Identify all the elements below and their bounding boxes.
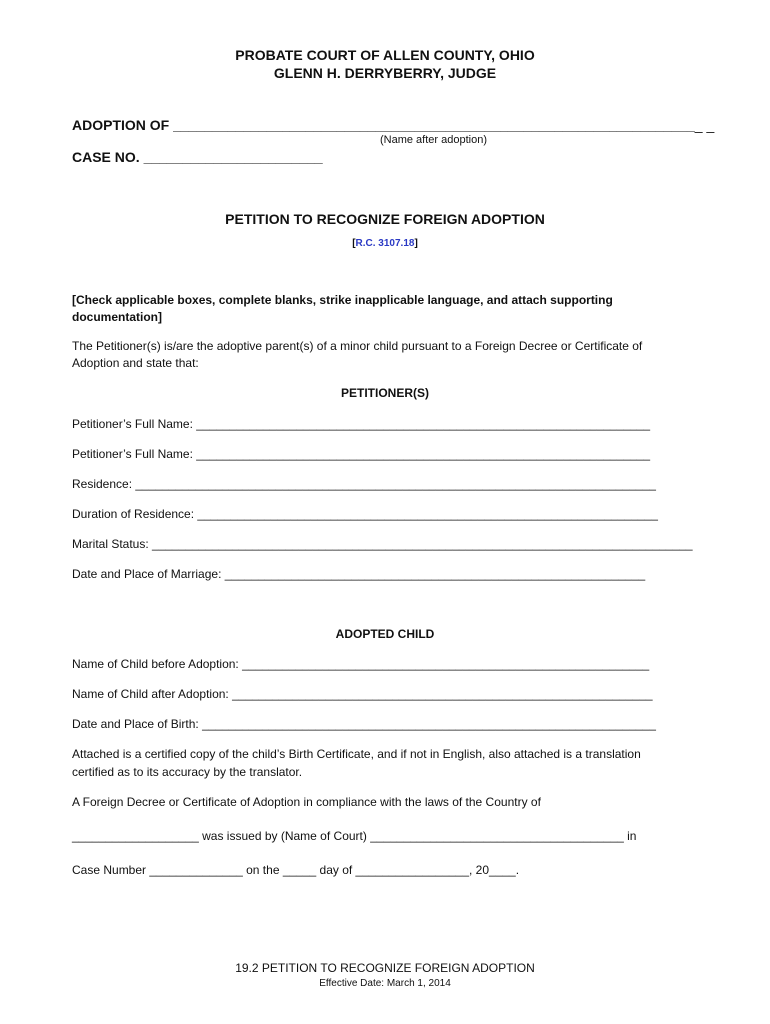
- petitioner-2-name-field[interactable]: Petitioner’s Full Name: ____________________________________________________________________: [72, 447, 651, 461]
- petitioner-1-name-field[interactable]: Petitioner’s Full Name: ____________________________________________________________________: [72, 417, 651, 431]
- name-after-adoption-note: (Name after adoption): [380, 134, 487, 146]
- instructions-line-2: documentation]: [72, 310, 162, 324]
- case-number-date-field[interactable]: Case Number ______________ on the _____ day of _________________, 20____.: [72, 863, 520, 877]
- residence-field[interactable]: Residence: ______________________________________________________________________________: [72, 477, 656, 491]
- attached-certificate-line-1: Attached is a certified copy of the child’s Birth Certificate, and if not in English, also attached is a translation: [72, 747, 641, 761]
- date-place-marriage-field[interactable]: Date and Place of Marriage: _______________________________________________________________: [72, 567, 646, 581]
- citation-close-bracket: ]: [414, 238, 418, 249]
- date-place-birth-field[interactable]: Date and Place of Birth: ____________________________________________________________________: [72, 717, 656, 731]
- court-name: PROBATE COURT OF ALLEN COUNTY, OHIO: [235, 47, 535, 63]
- adoption-of-field[interactable]: [72, 117, 714, 133]
- document-title: PETITION TO RECOGNIZE FOREIGN ADOPTION: [225, 211, 545, 227]
- instructions-line-1: [Check applicable boxes, complete blanks, strike inapplicable language, and attach supporting: [72, 293, 613, 307]
- marital-status-field[interactable]: Marital Status: _________________________________________________________________________________: [72, 537, 693, 551]
- child-name-after-field[interactable]: Name of Child after Adoption: _______________________________________________________________: [72, 687, 653, 701]
- intro-line-1: The Petitioner(s) is/are the adoptive parent(s) of a minor child pursuant to a Foreign Decree or Certificate of: [72, 339, 643, 353]
- citation-open-bracket: [: [352, 238, 356, 249]
- statute-citation: [0, 233, 770, 251]
- child-name-before-field[interactable]: Name of Child before Adoption: _____________________________________________________________: [72, 657, 650, 671]
- adoption-of-tail: _ _: [694, 117, 715, 133]
- foreign-decree-statement: A Foreign Decree or Certificate of Adoption in compliance with the laws of the Country of: [72, 795, 541, 809]
- issued-by-court-field[interactable]: ___________________ was issued by (Name of Court) ______________________________________ in: [72, 829, 637, 843]
- intro-line-2: Adoption and state that:: [72, 356, 199, 370]
- footer-effective-date: Effective Date: March 1, 2014: [319, 978, 451, 989]
- statute-link[interactable]: R.C. 3107.18: [355, 238, 415, 249]
- case-number-field[interactable]: CASE NO. _______________________: [72, 149, 323, 165]
- attached-certificate-line-2: certified as to its accuracy by the translator.: [72, 765, 303, 779]
- judge-name: GLENN H. DERRYBERRY, JUDGE: [273, 65, 497, 81]
- petitioners-heading: PETITIONER(S): [340, 386, 429, 400]
- footer-form-title: 19.2 PETITION TO RECOGNIZE FOREIGN ADOPTION: [235, 961, 535, 975]
- adoption-of-label: ADOPTION OF ___________________________________________________________________: [72, 117, 695, 133]
- adopted-child-heading: ADOPTED CHILD: [335, 627, 435, 641]
- duration-of-residence-field[interactable]: Duration of Residence: _____________________________________________________________________: [72, 507, 658, 521]
